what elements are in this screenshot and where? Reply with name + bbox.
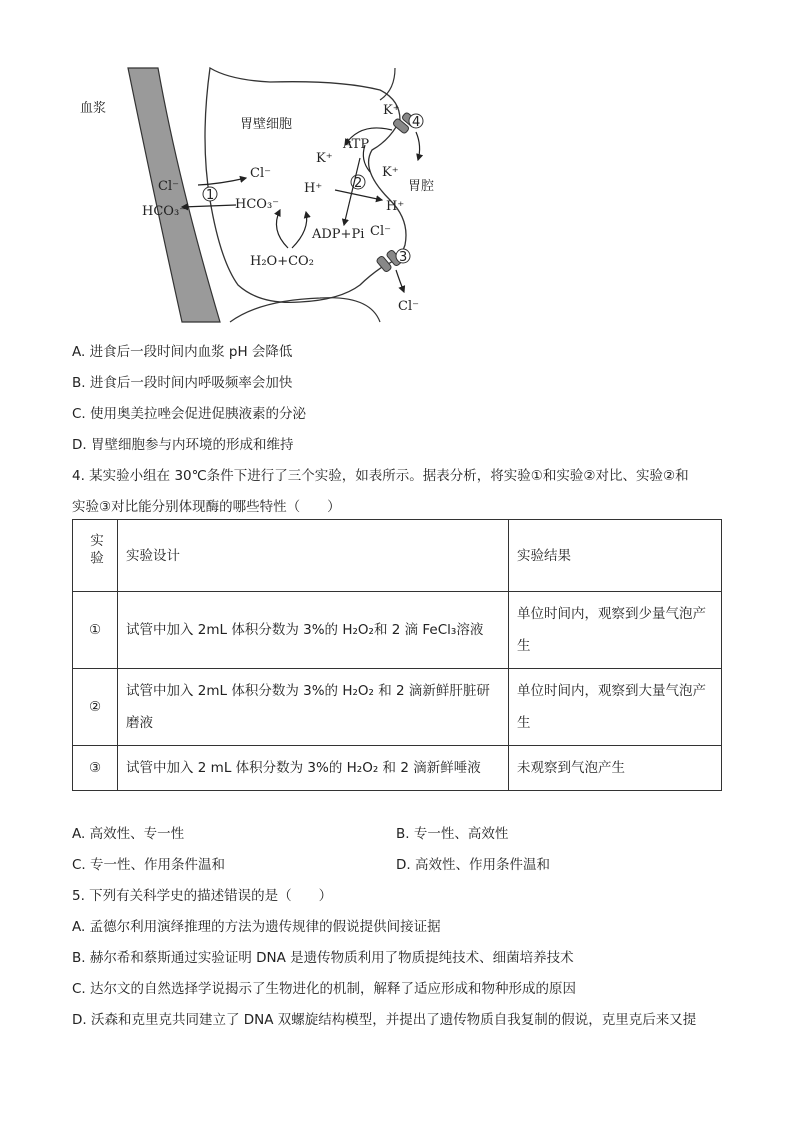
label-n3: 3 (399, 250, 408, 265)
q5-option-a: A. 孟德尔利用演绎推理的方法为遗传规律的假说提供间接证据 (72, 919, 441, 935)
label-h-right: H⁺ (386, 199, 405, 214)
q3-option-a: A. 进食后一段时间内血浆 pH 会降低 (72, 344, 293, 360)
arrow-k-lumen (416, 132, 420, 160)
label-h-left: H⁺ (304, 181, 323, 196)
q3-option-c: C. 使用奥美拉唑会促进促胰液素的分泌 (72, 406, 307, 422)
row-result: 单位时间内，观察到大量气泡产生 (509, 669, 722, 746)
label-n2: 2 (354, 176, 363, 191)
q5-option-b: B. 赫尔希和蔡斯通过实验证明 DNA 是遗传物质利用了物质提纯技术、细菌培养技术 (72, 950, 574, 966)
row-id: ② (73, 669, 118, 746)
label-cell: 胃壁细胞 (240, 117, 293, 132)
label-cl-cell: Cl⁻ (250, 166, 271, 181)
arrow-h2o-right (292, 212, 307, 248)
label-hco3-right: HCO₃⁻ (235, 197, 280, 212)
label-hco3-left: HCO₃⁻ (142, 204, 187, 219)
q4-option-b: B. 专一性、高效性 (396, 826, 509, 842)
table-header-row (73, 520, 722, 592)
arrow-cl-out (396, 270, 404, 292)
row-result: 未观察到气泡产生 (509, 746, 722, 791)
label-atp: ATP (343, 137, 370, 152)
label-cl-bottom: Cl⁻ (398, 299, 419, 314)
table-row (73, 669, 722, 746)
q5-option-c: C. 达尔文的自然选择学说揭示了生物进化的机制，解释了适应形成和物种形成的原因 (72, 981, 577, 997)
label-adp: ADP+Pi (312, 227, 365, 242)
arrow-hco3-out (182, 205, 236, 207)
row-design: 试管中加入 2mL 体积分数为 3%的 H₂O₂和 2 滴 FeCl₃溶液 (118, 592, 509, 669)
q4-option-a: A. 高效性、专一性 (72, 826, 185, 842)
q4-option-c: C. 专一性、作用条件温和 (72, 857, 226, 873)
table-row (73, 592, 722, 669)
label-h2o-co2: H₂O+CO₂ (250, 254, 314, 269)
q5-stem: 5. 下列有关科学史的描述错误的是（ ） (72, 888, 333, 904)
row-result: 单位时间内，观察到少量气泡产生 (509, 592, 722, 669)
label-k-left: K⁺ (316, 151, 333, 166)
header-result: 实验结果 (509, 520, 722, 592)
header-experiment: 实验 (73, 520, 118, 592)
q5-option-d: D. 沃森和克里克共同建立了 DNA 双螺旋结构模型，并提出了遗传物质自我复制的假说，克里克后来又提 (72, 1012, 697, 1028)
row-design: 试管中加入 2 mL 体积分数为 3%的 H₂O₂ 和 2 滴新鲜唾液 (118, 746, 509, 791)
arrow-h-out (335, 190, 382, 200)
q4-stem-line1: 4. 某实验小组在 30℃条件下进行了三个实验，如表所示。据表分析，将实验①和实验②对比、实验②和 (72, 468, 689, 484)
label-n4: 4 (412, 115, 421, 130)
label-plasma: 血浆 (80, 101, 107, 116)
q4-stem-line2: 实验③对比能分别体现酶的哪些特性（ ） (72, 499, 341, 515)
row-design: 试管中加入 2mL 体积分数为 3%的 H₂O₂ 和 2 滴新鲜肝脏研磨液 (118, 669, 509, 746)
q3-option-b: B. 进食后一段时间内呼吸频率会加快 (72, 375, 293, 391)
arrow-atp (344, 158, 363, 225)
label-cl-left: Cl⁻ (158, 179, 179, 194)
header-design: 实验设计 (118, 520, 509, 592)
row-id: ① (73, 592, 118, 669)
label-lumen: 胃腔 (408, 179, 435, 194)
table-row (73, 746, 722, 791)
arrow-h2o-left (276, 210, 288, 248)
q3-option-d: D. 胃壁细胞参与内环境的形成和维持 (72, 437, 294, 453)
label-cl-3: Cl⁻ (370, 224, 391, 239)
row-id: ③ (73, 746, 118, 791)
q4-option-d: D. 高效性、作用条件温和 (396, 857, 550, 873)
label-k-top: K⁺ (383, 103, 400, 118)
experiment-table (72, 519, 722, 791)
parietal-cell-diagram (60, 60, 460, 325)
label-n1: 1 (206, 188, 215, 203)
arrow-cl-in (198, 178, 246, 185)
label-k-right: K⁺ (382, 165, 399, 180)
